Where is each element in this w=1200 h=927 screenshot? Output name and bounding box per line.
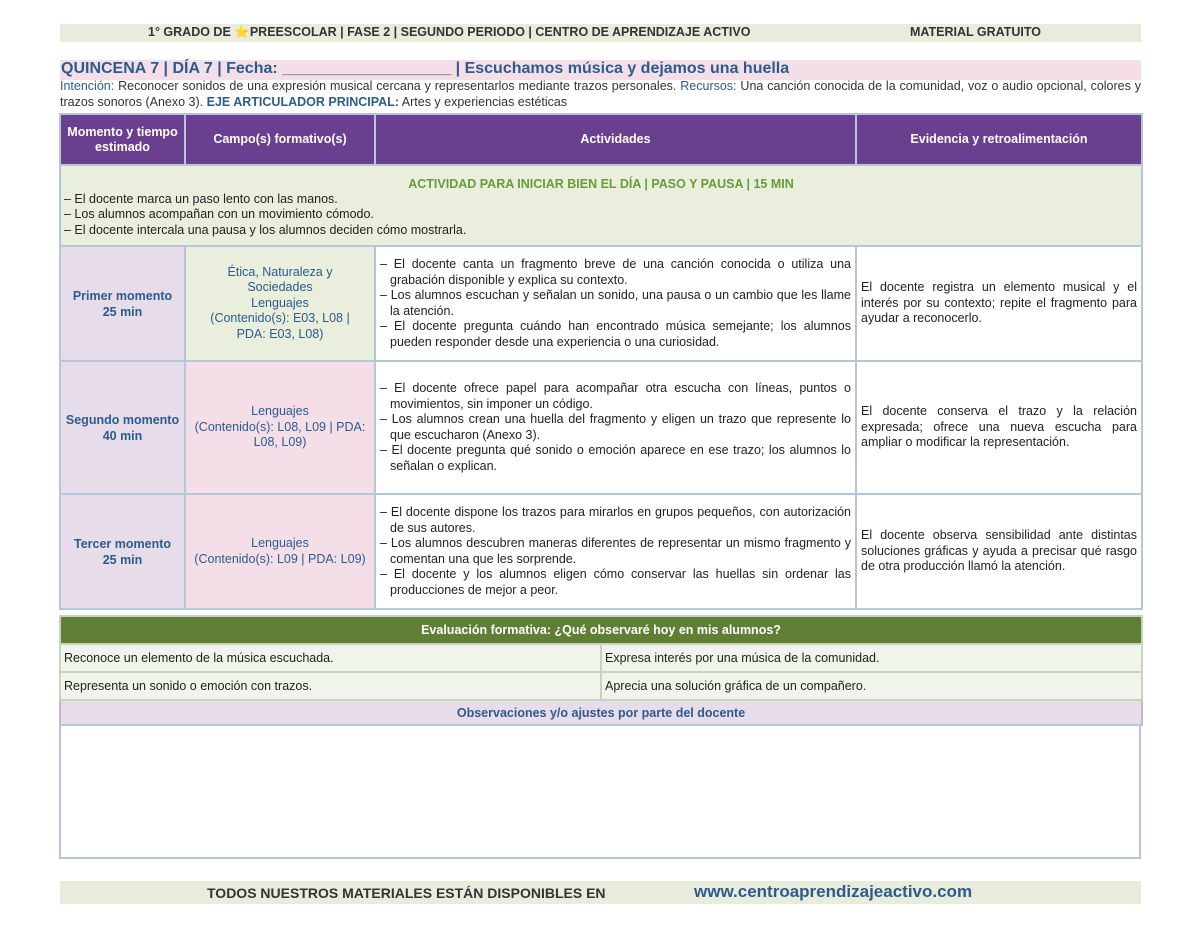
- moment-name: Segundo momento: [65, 412, 180, 427]
- page-title: QUINCENA 7 | DÍA 7 | Fecha: ___________________ | Escuchamos música y dejamos una huella: [61, 60, 790, 77]
- evaluation-cell: Representa un sonido o emoción con trazos.: [60, 672, 601, 700]
- evidence-cell: El docente conserva el trazo y la relación expresada; ofrece una nueva escucha para ampliar o modificar la representación.: [856, 361, 1142, 494]
- list-item: – El docente intercala una pausa y los alumnos deciden cómo mostrarla.: [64, 222, 467, 237]
- recursos-label: Recursos:: [680, 79, 737, 93]
- moment-name: Tercer momento: [73, 536, 171, 551]
- observations-box[interactable]: [59, 724, 1141, 859]
- evaluation-table: [59, 615, 1143, 726]
- start-activity-list: [64, 192, 1138, 239]
- evaluation-title: Evaluación formativa: ¿Qué observaré hoy en mis alumnos?: [60, 616, 1142, 644]
- top-banner: [60, 24, 1141, 42]
- banner-details: PREESCOLAR | FASE 2 | SEGUNDO PERIODO | CENTRO DE APRENDIZAJE ACTIVO: [249, 25, 751, 39]
- footer-url[interactable]: www.centroaprendizajeactivo.com: [694, 882, 973, 901]
- intro-paragraph: [60, 79, 1141, 110]
- campo-text: Lenguajes (Contenido(s): L09 | PDA: L09): [194, 536, 366, 566]
- evaluation-cell: Expresa interés por una música de la comunidad.: [601, 644, 1142, 672]
- eje-text: Artes y experiencias estéticas: [398, 94, 568, 109]
- table-header-row: [60, 114, 1142, 165]
- list-item: – Los alumnos descubren maneras diferentes de representar un mismo fragmento y comentan una que les sorprende.: [380, 536, 851, 566]
- moment-name: Primer momento: [72, 288, 173, 303]
- activities-cell: [375, 246, 856, 361]
- observations-header-row: [60, 700, 1142, 725]
- list-item: – El docente dispone los trazos para mirarlos en grupos pequeños, con autorización de sus autores.: [380, 505, 851, 535]
- footer: [60, 881, 1141, 904]
- moment-time: 40 min: [102, 428, 143, 443]
- moment-time: 25 min: [102, 552, 143, 567]
- intencion-text: Reconocer sonidos de una expresión musical cercana y representarlos mediante trazos personales.: [114, 79, 681, 93]
- table-row: [60, 246, 1142, 361]
- table-row: [60, 672, 1142, 700]
- list-item: – El docente marca un paso lento con las manos.: [64, 191, 338, 206]
- header-actividades: Actividades: [375, 114, 856, 165]
- planning-table: [59, 113, 1143, 610]
- list-item: – El docente ofrece papel para acompañar otra escucha con líneas, puntos o movimientos, sin imponer un código.: [380, 381, 851, 411]
- list-item: – Los alumnos escuchan y señalan un sonido, una pausa o un cambio que les llame la atención.: [380, 288, 851, 318]
- moment-cell: [60, 494, 185, 609]
- list-item: – El docente pregunta cuándo han encontrado música semejante; los alumnos pueden responder desde una experiencia o una curiosidad.: [380, 319, 851, 349]
- list-item: – Los alumnos acompañan con un movimiento cómodo.: [64, 207, 374, 222]
- campo-cell: [185, 361, 375, 494]
- table-row: [60, 361, 1142, 494]
- start-activity-cell: [60, 165, 1142, 246]
- moment-time: 25 min: [102, 304, 143, 319]
- list-item: – El docente y los alumnos eligen cómo conservar las huellas sin ordenar las producciones de mejor a peor.: [380, 567, 851, 597]
- campo-cell: [185, 494, 375, 609]
- header-momento: Momento y tiempo estimado: [60, 114, 185, 165]
- table-row: [60, 494, 1142, 609]
- evaluation-cell: Reconoce un elemento de la música escuchada.: [60, 644, 601, 672]
- table-row: [60, 644, 1142, 672]
- moment-cell: [60, 361, 185, 494]
- header-evidencia: Evidencia y retroalimentación: [856, 114, 1142, 165]
- campo-text: Lenguajes (Contenido(s): L08, L09 | PDA: L08, L09): [194, 404, 366, 450]
- banner-grade: 1° GRADO DE: [148, 25, 235, 39]
- footer-text: TODOS NUESTROS MATERIALES ESTÁN DISPONIBLES EN: [207, 885, 606, 901]
- moment-cell: [60, 246, 185, 361]
- title-bar: [60, 60, 1141, 80]
- intencion-label: Intención:: [60, 79, 115, 93]
- evidence-cell: El docente observa sensibilidad ante distintas soluciones gráficas y ayuda a precisar qué rasgo de otra producción llamó la atención.: [856, 494, 1142, 609]
- header-campo: Campo(s) formativo(s): [185, 114, 375, 165]
- evidence-cell: El docente registra un elemento musical y el interés por su contexto; repite el fragmento para ayudar a reconocerlo.: [856, 246, 1142, 361]
- start-activity-row: [60, 165, 1142, 246]
- star-icon: ⭐: [234, 25, 250, 39]
- list-item: – El docente canta un fragmento breve de una canción conocida o utiliza una grabación disponible y explica su contexto.: [380, 257, 851, 287]
- banner-left: [148, 25, 750, 40]
- recursos-text: Una canción conocida de la comunidad, voz o audio opcional, colores y trazos sonoros (Anexo 3).: [60, 79, 1142, 109]
- start-activity-title: ACTIVIDAD PARA INICIAR BIEN EL DÍA | PASO Y PAUSA | 15 MIN: [408, 176, 794, 191]
- evaluation-header-row: [60, 616, 1142, 644]
- campo-cell: [185, 246, 375, 361]
- list-item: – Los alumnos crean una huella del fragmento y eligen un trazo que represente lo que escucharon (Anexo 3).: [380, 412, 851, 442]
- list-item: – El docente pregunta qué sonido o emoción aparece en ese trazo; los alumnos lo señalan o explican.: [380, 443, 851, 473]
- evaluation-cell: Aprecia una solución gráfica de un compañero.: [601, 672, 1142, 700]
- campo-text: Ética, Naturaleza y Sociedades Lenguajes (Contenido(s): E03, L08 | PDA: E03, L08): [210, 264, 350, 341]
- observations-title: Observaciones y/o ajustes por parte del docente: [60, 700, 1142, 725]
- banner-free-material: MATERIAL GRATUITO: [910, 25, 1042, 39]
- activities-cell: [375, 361, 856, 494]
- eje-label: EJE ARTICULADOR PRINCIPAL:: [206, 94, 399, 109]
- activities-cell: [375, 494, 856, 609]
